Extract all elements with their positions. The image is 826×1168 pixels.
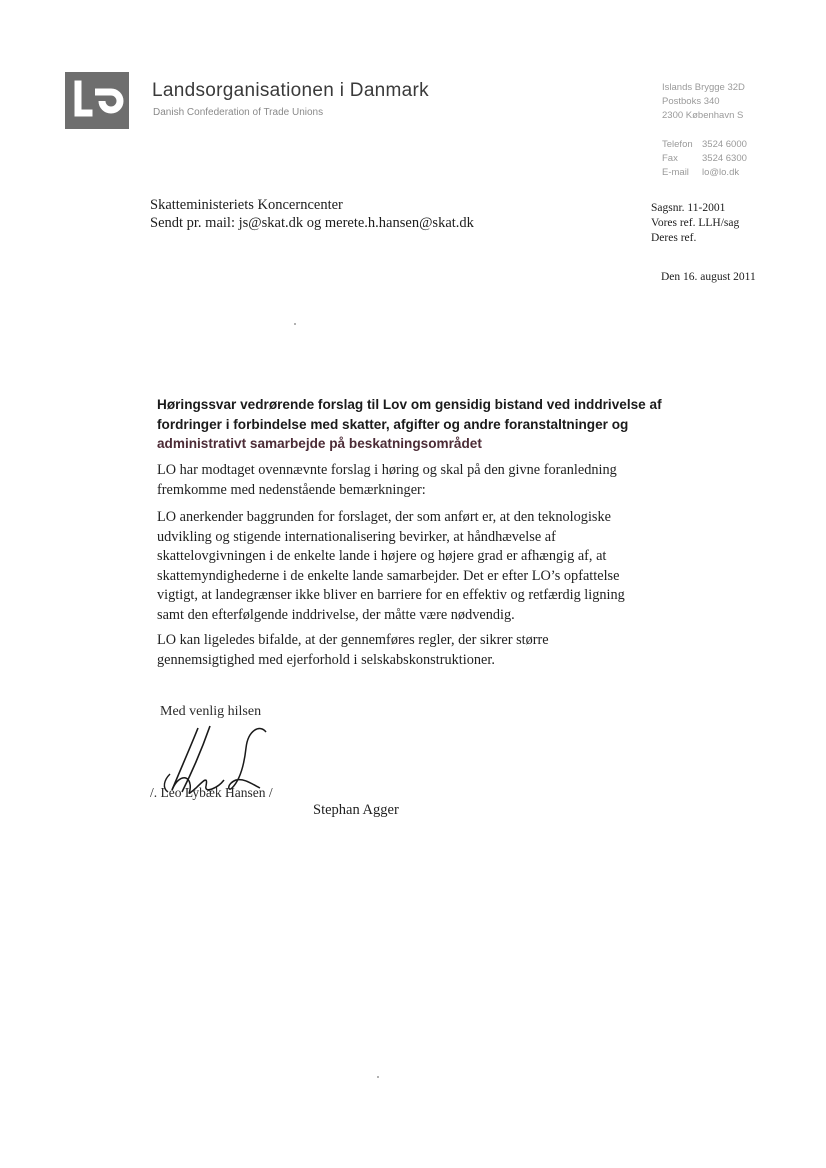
email-label: E-mail bbox=[662, 167, 689, 178]
paragraph-line: gennemsigtighed med ejerforhold i selskabskonstruktioner. bbox=[157, 651, 495, 668]
organisation-subtitle: Danish Confederation of Trade Unions bbox=[153, 107, 324, 118]
phone-label: Telefon bbox=[662, 139, 693, 150]
recipient-emails: Sendt pr. mail: js@skat.dk og merete.h.hansen@skat.dk bbox=[150, 215, 474, 231]
phone-value: 3524 6000 bbox=[702, 139, 747, 150]
your-reference: Deres ref. bbox=[651, 232, 697, 244]
scan-speck bbox=[377, 1076, 379, 1078]
subject-heading bbox=[157, 395, 757, 454]
paragraph-line: fremkomme med nedenstående bemærkninger: bbox=[157, 481, 426, 498]
paragraph-line: LO har modtaget ovennævnte forslag i høring og skal på den givne foranledning bbox=[157, 462, 617, 478]
organisation-name: Landsorganisationen i Danmark bbox=[152, 80, 429, 101]
paragraph-final bbox=[157, 631, 757, 670]
signatory-name-second: Stephan Agger bbox=[313, 802, 399, 818]
signatory-name-first: /. Leo Lybæk Hansen / bbox=[150, 785, 273, 800]
fax-value: 3524 6300 bbox=[702, 153, 747, 164]
paragraph-line: skattelovgivningen i de enkelte lande i højere og højere grad er afhængig af, at bbox=[157, 548, 607, 565]
phone-line bbox=[662, 138, 747, 152]
paragraph-line: skattemyndighederne i de enkelte lande samarbejder. Det er efter LO’s opfattelse bbox=[157, 567, 620, 584]
closing-greeting: Med venlig hilsen bbox=[160, 704, 262, 719]
address-line: Islands Brygge 32D bbox=[662, 82, 745, 93]
paragraph-line: udvikling og stigende internationalisering bevirker, at håndhævelse af bbox=[157, 528, 556, 545]
fax-line bbox=[662, 152, 747, 166]
email-value: lo@lo.dk bbox=[702, 167, 740, 178]
letter-date: Den 16. august 2011 bbox=[661, 271, 756, 283]
address-line: 2300 København S bbox=[662, 110, 744, 121]
paragraph-line: samt den efterfølgende inddrivelse, der måtte være nødvendig. bbox=[157, 606, 515, 623]
lo-logo bbox=[65, 72, 129, 129]
fax-label: Fax bbox=[662, 153, 678, 164]
scan-speck bbox=[294, 323, 296, 325]
paragraph-main bbox=[157, 508, 757, 626]
case-number: Sagsnr. 11-2001 bbox=[651, 202, 726, 214]
paragraph-line: LO kan ligeledes bifalde, at der gennemføres regler, der sikrer større bbox=[157, 632, 549, 648]
subject-line: Høringssvar vedrørende forslag til Lov om gensidig bistand ved inddrivelse af bbox=[157, 397, 662, 412]
email-line bbox=[662, 166, 739, 180]
paragraph-intro bbox=[157, 461, 757, 500]
address-line: Postboks 340 bbox=[662, 96, 720, 107]
subject-line: administrativt samarbejde på beskatningsområdet bbox=[157, 436, 482, 451]
paragraph-line: LO anerkender baggrunden for forslaget, der som anført er, at den teknologiske bbox=[157, 509, 611, 525]
subject-line: fordringer i forbindelse med skatter, afgifter og andre foranstaltninger og bbox=[157, 416, 629, 432]
recipient-name: Skatteministeriets Koncerncenter bbox=[150, 197, 343, 213]
paragraph-line: vigtigt, at landegrænser ikke bliver en barriere for en effektiv og retfærdig ligning bbox=[157, 587, 625, 604]
our-reference: Vores ref. LLH/sag bbox=[651, 217, 740, 229]
